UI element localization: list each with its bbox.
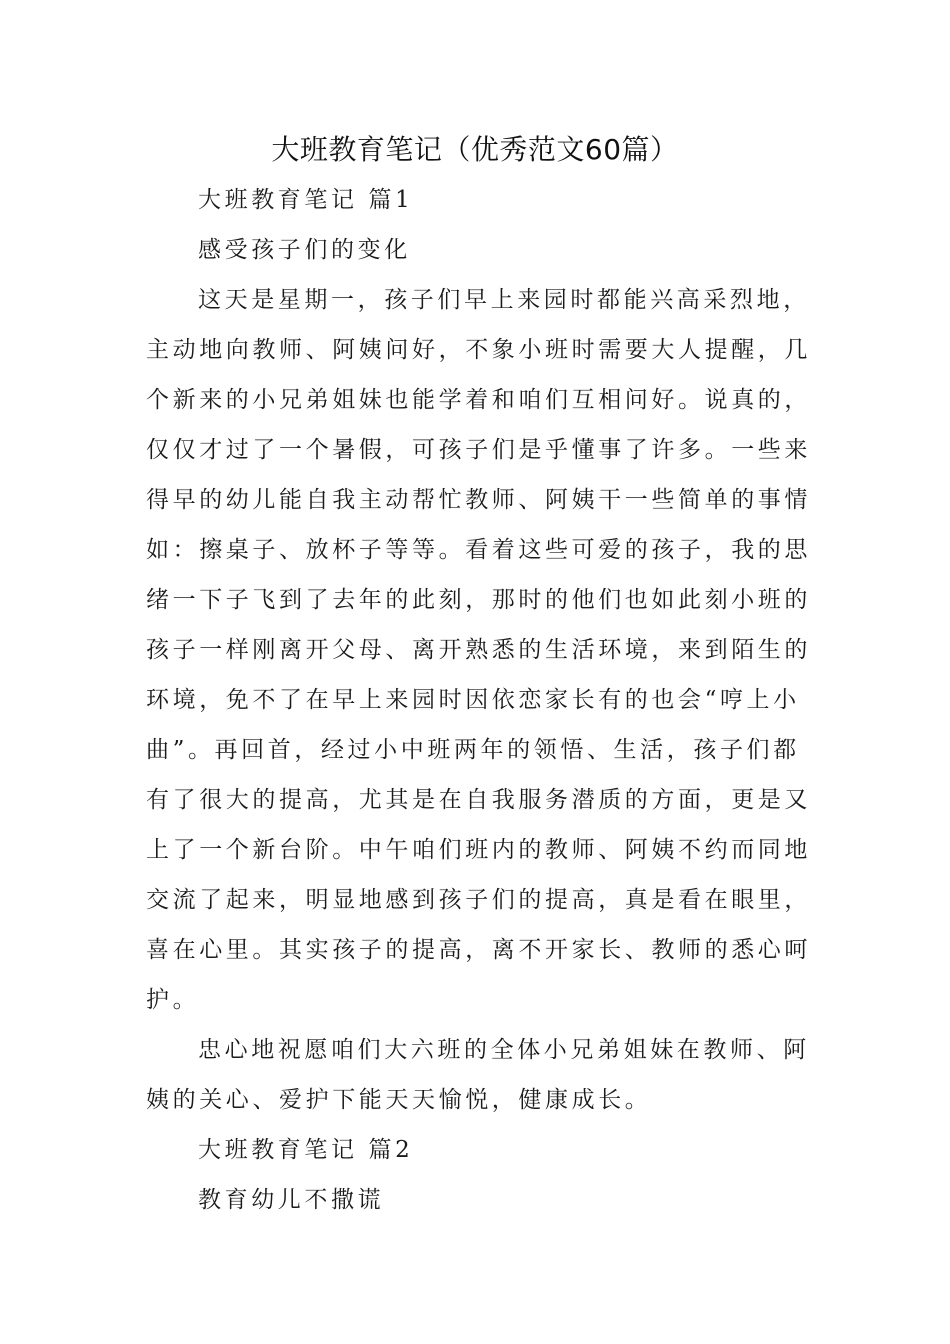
paragraph-line: 绪一下子飞到了去年的此刻，那时的他们也如此刻小班的	[146, 587, 811, 613]
section-subtitle-2: 教育幼儿不撒谎	[198, 1187, 385, 1213]
paragraph-line: 曲”。再回首，经过小中班两年的领悟、生活，孩子们都	[146, 737, 800, 763]
paragraph-line: 环境，免不了在早上来园时因依恋家长有的也会“哼上小	[146, 687, 800, 713]
paragraph-line: 个新来的小兄弟姐妹也能学着和咱们互相问好。说真的，	[146, 387, 811, 413]
paragraph-line: 这天是星期一，孩子们早上来园时都能兴高采烈地，	[198, 287, 810, 313]
section-heading-2: 大班教育笔记 篇2	[198, 1137, 414, 1163]
paragraph-line: 喜在心里。其实孩子的提高，离不开家长、教师的悉心呵	[146, 937, 811, 963]
paragraph-line: 主动地向教师、阿姨问好，不象小班时需要大人提醒，几	[146, 337, 811, 363]
paragraph-line: 孩子一样刚离开父母、离开熟悉的生活环境，来到陌生的	[146, 637, 811, 663]
paragraph-line: 姨的关心、爱护下能天天愉悦，健康成长。	[146, 1087, 652, 1113]
paragraph-line: 上了一个新台阶。中午咱们班内的教师、阿姨不约而同地	[146, 837, 811, 863]
paragraph-line: 仅仅才过了一个暑假，可孩子们是乎懂事了许多。一些来	[146, 437, 811, 463]
paragraph-line: 交流了起来，明显地感到孩子们的提高，真是看在眼里，	[146, 887, 811, 913]
document-title: 大班教育笔记（优秀范文60篇）	[271, 133, 679, 166]
section-heading-1: 大班教育笔记 篇1	[198, 187, 414, 213]
paragraph-line: 得早的幼儿能自我主动帮忙教师、阿姨干一些简单的事情	[146, 487, 811, 513]
section-subtitle-1: 感受孩子们的变化	[198, 237, 411, 263]
paragraph-line: 忠心地祝愿咱们大六班的全体小兄弟姐妹在教师、阿	[198, 1037, 810, 1063]
paragraph-line: 有了很大的提高，尤其是在自我服务潜质的方面，更是又	[146, 787, 811, 813]
paragraph-line: 如：擦桌子、放杯子等等。看着这些可爱的孩子，我的思	[146, 537, 811, 563]
paragraph-line: 护。	[146, 987, 200, 1013]
